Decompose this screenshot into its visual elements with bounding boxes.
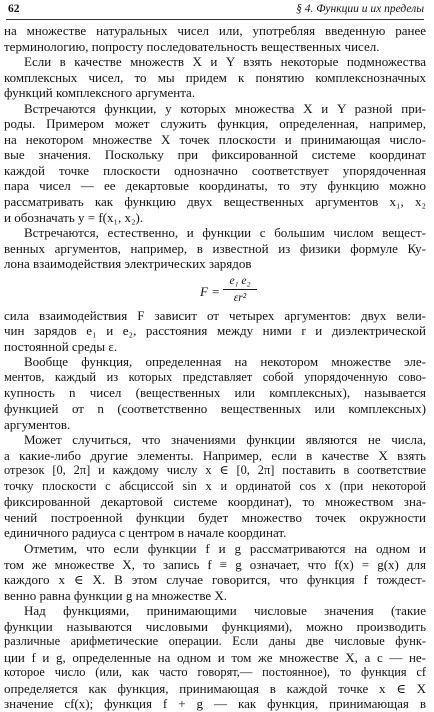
text-line: терминологию, попросту последовательность вещественных чисел. — [4, 38, 380, 54]
text-line: вые значения. Поскольку при фиксированной системе координат — [4, 147, 426, 163]
text-line: определяется как функция, принимающая в каждой точке x ∈ X — [4, 680, 426, 696]
text-line: венных аргументов, например, в известной из физики формуле Ку- — [4, 240, 426, 256]
formula-lhs: F = — [200, 283, 220, 299]
text-line: сила взаимодействия F зависит от четырех аргументов: двух вели- — [4, 307, 426, 323]
text-line: ментов, каждый из которых представляет собой упорядоченную сово- — [4, 369, 426, 384]
text-line: том же множестве X, то запись f ≡ g означает, что f(x) = g(x) для — [4, 556, 426, 572]
text-line: функции называются числовыми функциями), можно производить — [4, 618, 426, 634]
coulomb-formula — [4, 272, 426, 308]
text-line: значение cf(x); функция f + g — как функция, принимающая в — [4, 696, 426, 712]
header-rule — [6, 19, 424, 20]
text-line: на некотором множестве X точек плоскости и принимающая число- — [4, 131, 426, 147]
running-head: § 4. Функции и их пределы — [296, 3, 424, 15]
text-line: которое число (или, как часто говорят,— постоянное), то функция cf — [4, 665, 426, 680]
text-line: Встречаются функции, у которых множества X и Y разной при- — [24, 100, 426, 116]
text-line: купность n чисел (вещественных или комплексных), называется — [4, 385, 426, 401]
text-line: функций комплексного аргумента. — [4, 85, 196, 101]
text-line: и обозначать y = f(x₁, x₂). — [4, 209, 144, 225]
text-line: Над функциями, принимающими числовые значения (такие — [24, 603, 426, 619]
text-line: а какие-либо другие элементы. Например, если в качестве X взять — [4, 447, 426, 463]
text-line: чений построенной функции будет множество точек окружности — [4, 509, 426, 525]
text-line: единичного радиуса с центром в начале координат. — [4, 525, 287, 541]
text-line: фиксированной декартовой системе координат), то множеством зна- — [4, 494, 426, 510]
text-line: Вообще функция, определенная на некотором множестве эле- — [24, 354, 426, 370]
text-line: на множестве натуральных чисел или, употребляя введенную ранее — [4, 23, 426, 38]
text-line: отрезок [0, 2π] и каждому числу x ∈ [0, 2π] поставить в соответствие — [4, 463, 426, 478]
page-header — [8, 3, 424, 19]
fraction-bar — [223, 289, 257, 290]
text-line: пара чисел — ее декартовые координаты, то эту функцию можно — [4, 178, 426, 194]
formula-numerator: e₁ e₂ — [229, 274, 251, 287]
text-line: ции f и g, определенные на одном и том же множестве X, а c — не- — [4, 649, 426, 665]
text-line: каждой точке плоскости однозначно соответствует упорядоченная — [4, 162, 426, 178]
text-line: Встречаются, естественно, и функции с большим числом вещест- — [24, 225, 426, 241]
page-number: 62 — [8, 3, 20, 15]
text-line: каждого x ∈ X. В этом случае говорится, что функция f тождест- — [4, 572, 426, 588]
text-line: Отметим, что если функции f и g рассматриваются на одном и — [24, 540, 426, 556]
text-line: точку плоскости с абсциссой sin x и ординатой cos x (при некоторой — [4, 478, 426, 493]
text-line: аргументов. — [4, 416, 71, 432]
text-line: венно равна функции g на множестве X. — [4, 587, 228, 603]
text-line: рассматривать как функцию двух вещественных аргументов x₁, x₂ — [4, 194, 426, 210]
text-line: различные арифметические операции. Если даны две числовые функ- — [4, 634, 426, 649]
text-line: функцией от n (соответственно вещественных или комплексных) — [4, 401, 426, 417]
text-line: Если в качестве множеств X и Y взять некоторые подмножества — [24, 54, 426, 70]
text-line: роды. Примером может служить функция, определенная, например, — [4, 116, 426, 132]
text-line: чин зарядов e₁ и e₂, расстояния между ними r и диэлектрической — [4, 323, 426, 339]
text-line: лона взаимодействия электрических зарядов — [4, 256, 252, 272]
page-body — [4, 23, 426, 712]
text-line: комплексных чисел, то мы придем к понятию комплекснозначных — [4, 69, 426, 85]
formula-denominator: εr² — [233, 291, 247, 304]
text-line: Может случиться, что значениями функции являются не числа, — [24, 432, 426, 448]
formula-fraction — [223, 274, 257, 305]
text-line: постоянной среды ε. — [4, 338, 118, 354]
